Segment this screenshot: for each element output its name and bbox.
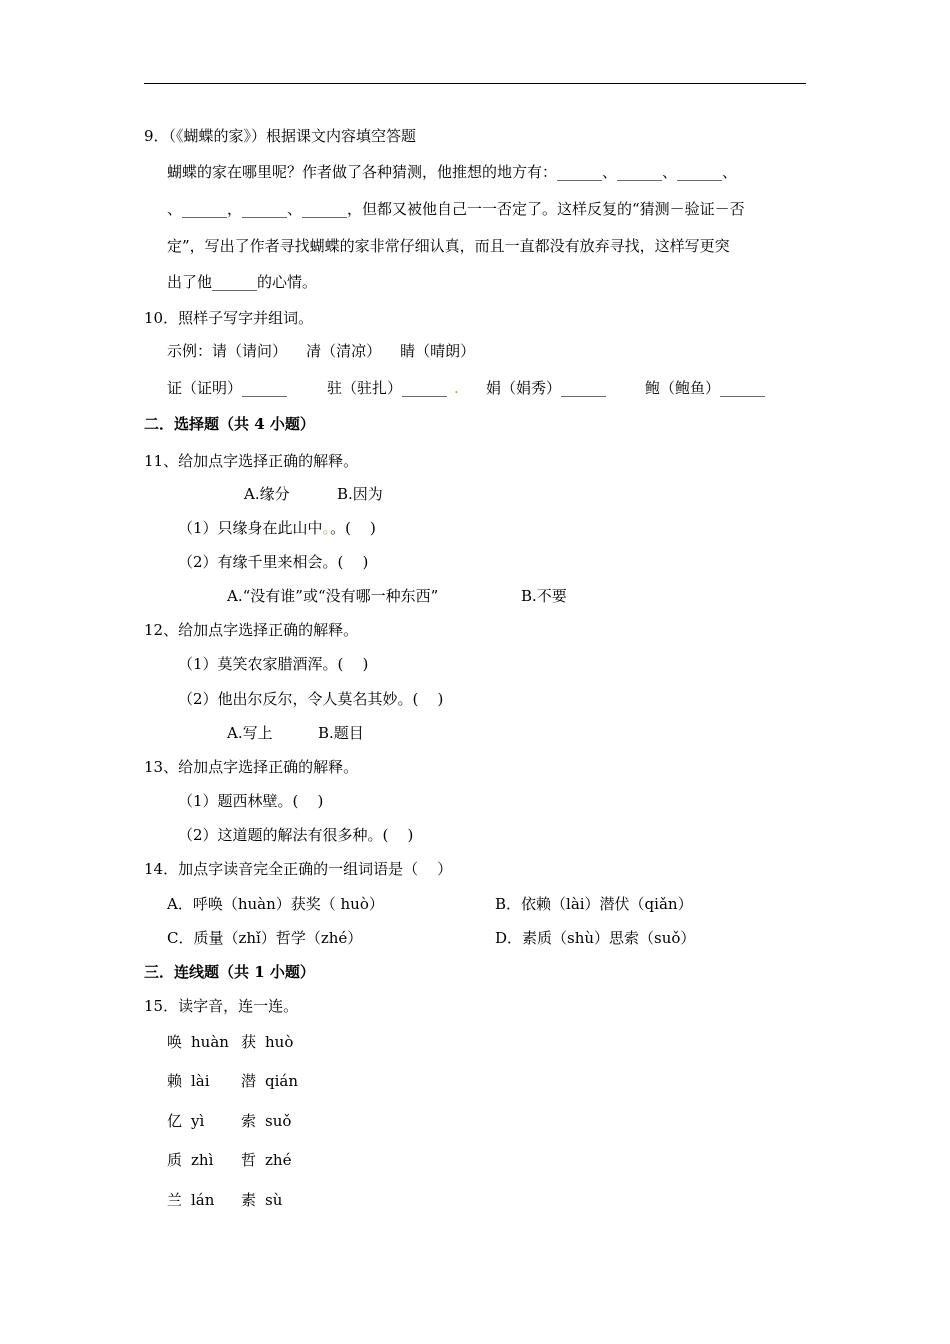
q15-char-left: 兰 [167,1191,183,1209]
q15-pinyin-left: yì [191,1112,205,1130]
q11-option-a2: A.“没有谁”或“没有哪一种东西” [227,587,439,605]
q9-title: 9．（《蝴蝶的家》）根据课文内容填空答题 [144,127,417,145]
q13-sentence-1: （1）题西林壁。( ) [178,792,324,810]
q14-option-d: D．素质（shù）思索（suǒ） [495,929,696,947]
q15-pinyin-left: zhì [191,1151,214,1169]
q14-option-b: B．依赖（lài）潜伏（qiǎn） [495,895,693,913]
q15-char-right: 索 [241,1112,257,1130]
q12-option-b: B.题目 [318,724,364,742]
q11-title: 11、给加点字选择正确的解释。 [144,452,359,470]
q15-char-left: 亿 [167,1112,183,1130]
q15-pinyin-right: qián [265,1072,299,1090]
q15-pinyin-right: zhé [265,1151,292,1169]
q12-sentence-2: （2）他出尔反尔，令人莫名其妙。( ) [178,690,444,708]
q15-char-right: 哲 [241,1151,257,1169]
q11-s1-text: （1）只缘身在此山中 [178,519,323,537]
q10-item-3: 娟（娟秀）______ [486,379,607,397]
q11-s1-end: 。( ) [330,519,376,537]
q10-title: 10．照样子写字并组词。 [144,309,314,327]
q15-char-right: 素 [241,1191,257,1209]
q9-line-2: 、______，______、______，但都又被他自己一一否定了。这样反复的“猜测－验证－否 [167,200,745,218]
q11-s1-dot: 。 [322,519,331,537]
q15-title: 15．读字音，连一连。 [144,997,299,1015]
q12-sentence-1: （1）莫笑农家腊酒浑。( ) [178,655,369,673]
q11-option-b2: B.不要 [521,587,567,605]
q11-option-a: A.缘分 [244,485,290,503]
q15-pinyin-left: huàn [191,1033,229,1051]
q14-option-c: C．质量（zhǐ）哲学（zhé） [167,929,363,947]
q10-item-1: 证（证明）______ [167,379,288,397]
q10-dot-mark: . [454,379,459,397]
q11-sentence-2: （2）有缘千里来相会。( ) [178,553,369,571]
q15-char-left: 赖 [167,1072,183,1090]
header-rule [144,83,806,84]
q13-sentence-2: （2）这道题的解法有很多种。( ) [178,826,414,844]
q9-line-4: 出了他______的心情。 [167,273,318,291]
q12-title: 12、给加点字选择正确的解释。 [144,621,359,639]
q15-char-right: 潜 [241,1072,257,1090]
section-2-heading: 二．选择题（共 4 小题） [144,415,315,433]
q15-pinyin-left: lài [191,1072,210,1090]
q15-pinyin-right: huò [265,1033,294,1051]
section-3-heading: 三．连线题（共 1 小题） [144,963,315,981]
q11-option-b: B.因为 [337,485,383,503]
q11-sentence-1 [178,518,376,538]
q15-pinyin-right: sù [265,1191,283,1209]
q15-pinyin-left: lán [191,1191,215,1209]
q15-char-left: 质 [167,1151,183,1169]
q15-char-left: 唤 [167,1033,183,1051]
q10-item-2: 驻（驻扎）______ [327,379,448,397]
q14-option-a: A．呼唤（huàn）获奖（ huò） [167,895,384,913]
q10-example: 示例：请（请问） 凊（清凉） 睛（晴朗） [167,342,476,360]
q9-line-3: 定”，写出了作者寻找蝴蝶的家非常仔细认真，而且一直都没有放弃寻找，这样写更突 [167,237,730,255]
q13-title: 13、给加点字选择正确的解释。 [144,758,359,776]
q14-title: 14．加点字读音完全正确的一组词语是（ ） [144,860,453,878]
q10-item-4: 鲍（鲍鱼）______ [645,379,766,397]
q9-line-1: 蝴蝶的家在哪里呢？作者做了各种猜测，他推想的地方有：______、______、______、 [167,163,738,181]
q15-char-right: 获 [241,1033,257,1051]
q15-pinyin-right: suǒ [265,1112,292,1130]
q12-option-a: A.写上 [227,724,273,742]
